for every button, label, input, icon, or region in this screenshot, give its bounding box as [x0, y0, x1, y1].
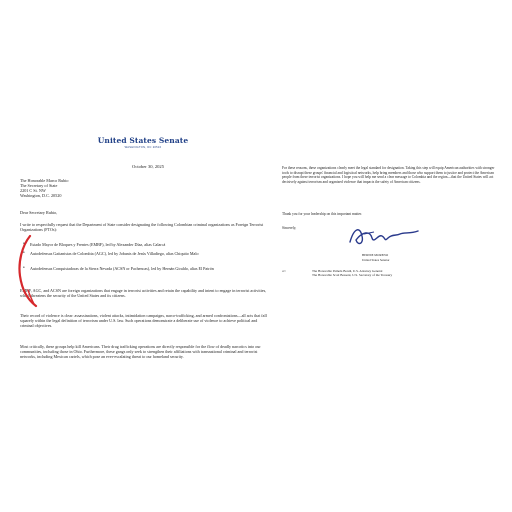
paragraph-capability: EMBF, AGC, and ACSN are foreign organizations that engage in terrorist activities and retain the capability and intent to engage in terrorist activities, which threatens the security of the United States and its citizens.: [20, 288, 267, 299]
cc-line: The Honorable Scott Bessent, U.S. Secretary of the Treasury: [312, 273, 393, 278]
letterhead: United States Senate: [97, 136, 189, 145]
paragraph-violence: Their record of violence is clear: assassinations, violent attacks, intimidation campaigns, narco-trafficking, and armed confrontations—all acts that fall squarely within the legal definition of terrorism under U.S. law. Such operations demonstrate a deliberate use of violence to achieve political and criminal objectives.: [20, 313, 267, 329]
recipient-line: 2201 C St. NW: [20, 188, 46, 193]
recipient-line: The Honorable Marco Rubio: [20, 178, 69, 183]
letter-date: October 30, 2025: [132, 164, 165, 169]
bullet-icon: •: [23, 251, 25, 256]
organization-item: • Estado Mayor de Bloques y Frentes (EMBF), led by Alexander Díaz, alias Calarcá: [23, 242, 166, 247]
salutation: Dear Secretary Rubio,: [20, 210, 58, 215]
bullet-icon: •: [23, 266, 25, 271]
signer-title: United States Senator: [362, 258, 390, 262]
signer-name: BERNIE MORENO: [362, 253, 389, 257]
cc-label: cc:: [282, 269, 286, 273]
intro-paragraph: I write to respectfully request that the Department of State consider designating the following Colombian criminal organizations as Foreign Terrorist Organizations (FTOs):: [20, 222, 264, 233]
letterhead-address: WASHINGTON, DC 20510: [124, 146, 162, 149]
recipient-line: Washington, D.C. 20520: [20, 193, 62, 198]
closing: Sincerely,: [282, 226, 297, 230]
organization-item: • Autodefensas Gaitanistas de Colombia (AGC), led by Jobanis de Jesús Villadiego, alias Chiquito Malo: [23, 251, 199, 256]
bullet-icon: •: [23, 242, 25, 247]
recipient-line: The Secretary of State: [20, 183, 58, 188]
cc-line: The Honorable Pamela Bondi, U.S. Attorney General: [312, 269, 383, 273]
paragraph-thanks: Thank you for your leadership on this important matter.: [282, 212, 362, 216]
paragraph-reasons: For these reasons, these organizations clearly meet the legal standard for designation. Taking this step will equip American authorities with stronger tools to disrupt these groups' financial and logistical networks, help bring members and those who support them to justice and protect the American people from these terrorist organizations. I hope you will help me send a clear message to Colombia and the region—that the United States will act decisively against terrorism and organized violence that impacts the safety of American citizens.: [282, 166, 495, 184]
organization-item: • Autodefensas Conquistadoras de la Sierra Nevada (ACSN or Pachencas), led by Hernán Giraldo, alias El Patrón: [23, 266, 214, 271]
paragraph-americans: Most critically, these groups help kill Americans. Their drug trafficking operations are directly responsible for the flow of deadly narcotics into our communities, including those in Ohio. Furthermore, these gangs only seek to strengthen their affiliations with transnational criminal and terrorist networks, including Mexican cartels, which pose an ever-escalating threat to our homeland security.: [20, 344, 261, 360]
